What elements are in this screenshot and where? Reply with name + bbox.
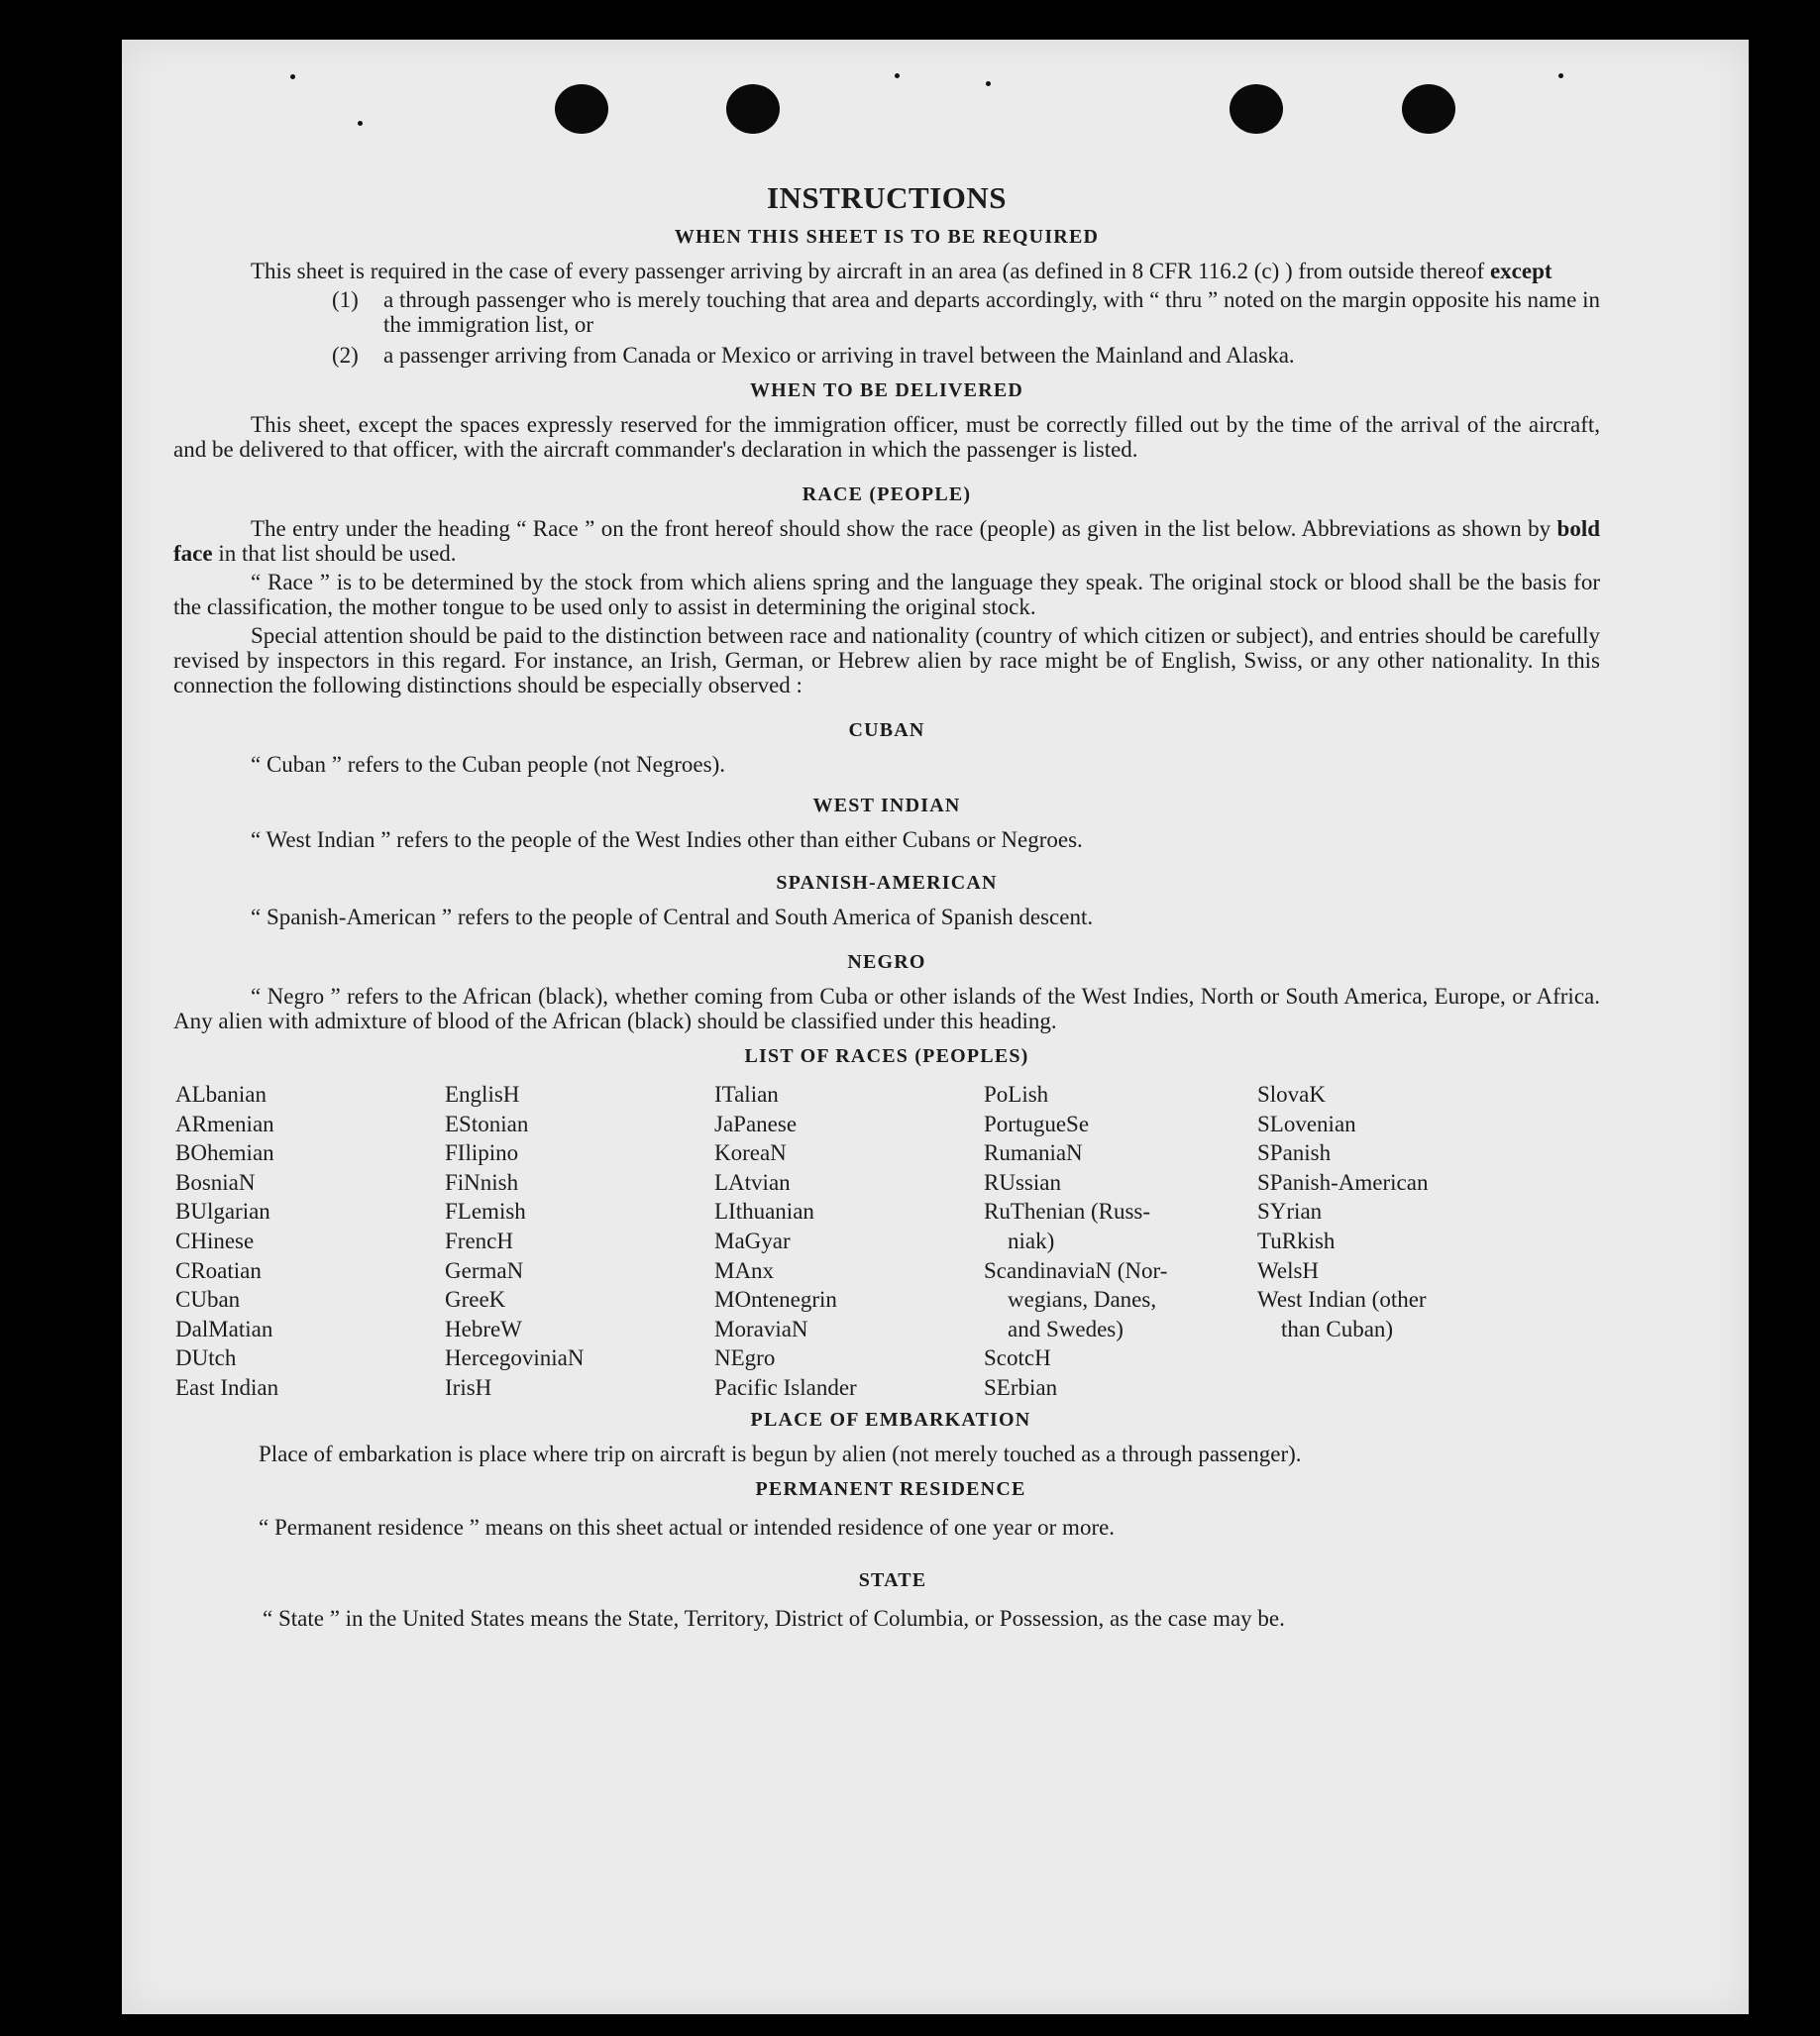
section-embarkation: [173, 1409, 1600, 1466]
race-entry: WelsH: [1257, 1257, 1320, 1283]
race-entry: Pacific Islander: [714, 1374, 857, 1400]
race-entry: RUssian: [984, 1169, 1061, 1195]
race-entry: FiNnish: [445, 1169, 519, 1195]
race-entry: GreeK: [445, 1287, 506, 1313]
negro-text: “ Negro ” refers to the African (black), whether coming from Cuba or other islands of the West Indies, North or South America, Europe, or Africa. Any alien with admixture of blood of the African (black) should be classified under this heading.: [173, 984, 1600, 1033]
race-paragraph-2: “ Race ” is to be determined by the stock from which aliens spring and the language they speak. The original stock or blood shall be the basis for the classification, the mother tongue to be used only to assist in determining the original stock.: [173, 570, 1600, 619]
race-entry: DalMatian: [175, 1316, 273, 1341]
race-entry: SlovaK: [1257, 1082, 1326, 1107]
embarkation-text: Place of embarkation is place where trip on aircraft is begun by alien (not merely touched as a through passenger).: [259, 1441, 1302, 1466]
section-heading: SPANISH-AMERICAN: [776, 872, 998, 894]
page-title: INSTRUCTIONS: [766, 180, 1007, 215]
punch-hole: [555, 84, 608, 134]
race-entry: IrisH: [445, 1374, 492, 1400]
races-column: [175, 1080, 445, 1403]
list-item: (2) a passenger arriving from Canada or Mexico or arriving in travel between the Mainland and Alaska.: [332, 343, 1295, 368]
race-entry: ALbanian: [175, 1082, 267, 1107]
punch-hole: [726, 84, 780, 134]
punch-hole: [1402, 84, 1455, 134]
races-column: [714, 1080, 984, 1403]
race-paragraph-3: Special attention should be paid to the distinction between race and nationality (country of which citizen or subject), and entries should be carefully revised by inspectors in this regard. For instance, an Irish, German, or Hebrew alien by race might be of English, Swiss, or any other nationality. In this connection the following distinctions should be especially observed :: [173, 623, 1600, 697]
section-heading: STATE: [858, 1568, 927, 1591]
race-entry: RuThenian (Russ-: [984, 1199, 1151, 1225]
speck: [986, 81, 991, 86]
race-entry: EnglisH: [445, 1082, 520, 1107]
cuban-text: “ Cuban ” refers to the Cuban people (not Negroes).: [251, 752, 726, 777]
race-entry: GermaN: [445, 1257, 524, 1283]
races-table: [175, 1080, 1600, 1403]
race-entry: PoLish: [984, 1082, 1049, 1107]
race-entry: MAnx: [714, 1257, 775, 1283]
section-delivered: [173, 379, 1600, 462]
race-entry: LIthuanian: [714, 1199, 814, 1225]
race-entry: MOntenegrin: [714, 1287, 837, 1313]
race-entry: HercegoviniaN: [445, 1345, 585, 1371]
section-residence: [173, 1478, 1600, 1540]
race-entry: LAtvian: [714, 1169, 791, 1195]
race-entry: BUlgarian: [175, 1199, 270, 1225]
race-entry: East Indian: [175, 1374, 279, 1400]
instructions-content: [173, 170, 1600, 1634]
residence-text: “ Permanent residence ” means on this sheet actual or intended residence of one year or more.: [259, 1514, 1116, 1540]
section-required: [173, 226, 1600, 368]
race-entry: SErbian: [984, 1374, 1058, 1400]
section-heading: WHEN TO BE DELIVERED: [749, 379, 1024, 401]
section-heading: WHEN THIS SHEET IS TO BE REQUIRED: [674, 226, 1100, 248]
section-heading: WEST INDIAN: [812, 795, 961, 816]
races-column: [445, 1080, 714, 1403]
race-entry: wegians, Danes,: [1008, 1287, 1157, 1313]
race-entry: DUtch: [175, 1345, 237, 1371]
races-column: [1257, 1080, 1475, 1403]
speck: [895, 73, 900, 78]
race-entry: niak): [1008, 1228, 1055, 1253]
race-entry: West Indian (other: [1257, 1287, 1427, 1313]
section-cuban: [173, 719, 1600, 777]
punch-hole: [1230, 84, 1283, 134]
list-item: (1) a through passenger who is merely touching that area and departs accordingly, with “ thru ” noted on the margin opposite his name in the immigration list, or: [332, 287, 1600, 337]
race-entry: ScotcH: [984, 1345, 1051, 1371]
race-entry: SYrian: [1257, 1199, 1323, 1225]
race-paragraph-1: The entry under the heading “ Race ” on the front hereof should show the race (people) as given in the list below. Abbreviations as shown by bold face in that list should be used.: [173, 516, 1601, 566]
section-heading: CUBAN: [848, 719, 925, 741]
race-entry: RumaniaN: [984, 1140, 1083, 1166]
section-heading: LIST OF RACES (PEOPLES): [744, 1045, 1029, 1067]
spanish-american-text: “ Spanish-American ” refers to the people of Central and South America of Spanish descent.: [251, 905, 1094, 929]
race-entry: TuRkish: [1257, 1228, 1336, 1253]
race-entry: SLovenian: [1257, 1111, 1356, 1136]
race-entry: FIlipino: [445, 1140, 519, 1166]
speck: [358, 121, 363, 126]
race-entry: SPanish-American: [1257, 1169, 1429, 1195]
section-spanish-american: [173, 872, 1600, 929]
section-heading: PLACE OF EMBARKATION: [750, 1408, 1031, 1431]
race-entry: JaPanese: [714, 1111, 798, 1136]
section-race: [173, 483, 1600, 697]
race-entry: BOhemian: [175, 1140, 274, 1166]
races-column: [984, 1080, 1257, 1403]
section-negro: [173, 951, 1600, 1033]
race-entry: KoreaN: [714, 1140, 787, 1166]
race-entry: ITalian: [714, 1082, 779, 1107]
race-entry: CUban: [175, 1287, 241, 1313]
section-list-of-races: [173, 1045, 1600, 1403]
speck: [290, 74, 295, 79]
race-entry: EStonian: [445, 1111, 529, 1136]
race-entry: ScandinaviaN (Nor-: [984, 1257, 1168, 1283]
section-state: [173, 1569, 1600, 1634]
required-intro: This sheet is required in the case of every passenger arriving by aircraft in an area (as defined in 8 CFR 116.2 (c) ) from outside thereof except: [251, 259, 1552, 283]
race-entry: FrencH: [445, 1228, 513, 1253]
race-entry: CHinese: [175, 1228, 255, 1253]
race-entry: NEgro: [714, 1345, 776, 1371]
delivered-text: This sheet, except the spaces expressly reserved for the immigration officer, must be correctly filled out by the time of the arrival of the aircraft, and be delivered to that officer, with the aircraft commander's declaration in which the passenger is listed.: [173, 412, 1600, 462]
section-heading: RACE (PEOPLE): [802, 483, 972, 505]
section-heading: PERMANENT RESIDENCE: [755, 1477, 1026, 1500]
exception-list: [173, 287, 1600, 368]
race-entry: FLemish: [445, 1199, 526, 1225]
race-entry: and Swedes): [1008, 1316, 1124, 1341]
section-west-indian: [173, 795, 1600, 852]
race-entry: SPanish: [1257, 1140, 1332, 1166]
state-text: “ State ” in the United States means the State, Territory, District of Columbia, or Possession, as the case may be.: [263, 1605, 1285, 1631]
race-entry: BosniaN: [175, 1169, 256, 1195]
race-entry: MoraviaN: [714, 1316, 808, 1341]
race-entry: MaGyar: [714, 1228, 791, 1253]
speck: [1558, 73, 1563, 78]
section-heading: NEGRO: [847, 951, 926, 973]
race-entry: than Cuban): [1281, 1316, 1394, 1341]
race-entry: CRoatian: [175, 1257, 262, 1283]
race-entry: PortugueSe: [984, 1111, 1090, 1136]
race-entry: HebreW: [445, 1316, 522, 1341]
west-indian-text: “ West Indian ” refers to the people of the West Indies other than either Cubans or Negroes.: [251, 827, 1083, 852]
race-entry: ARmenian: [175, 1111, 274, 1136]
